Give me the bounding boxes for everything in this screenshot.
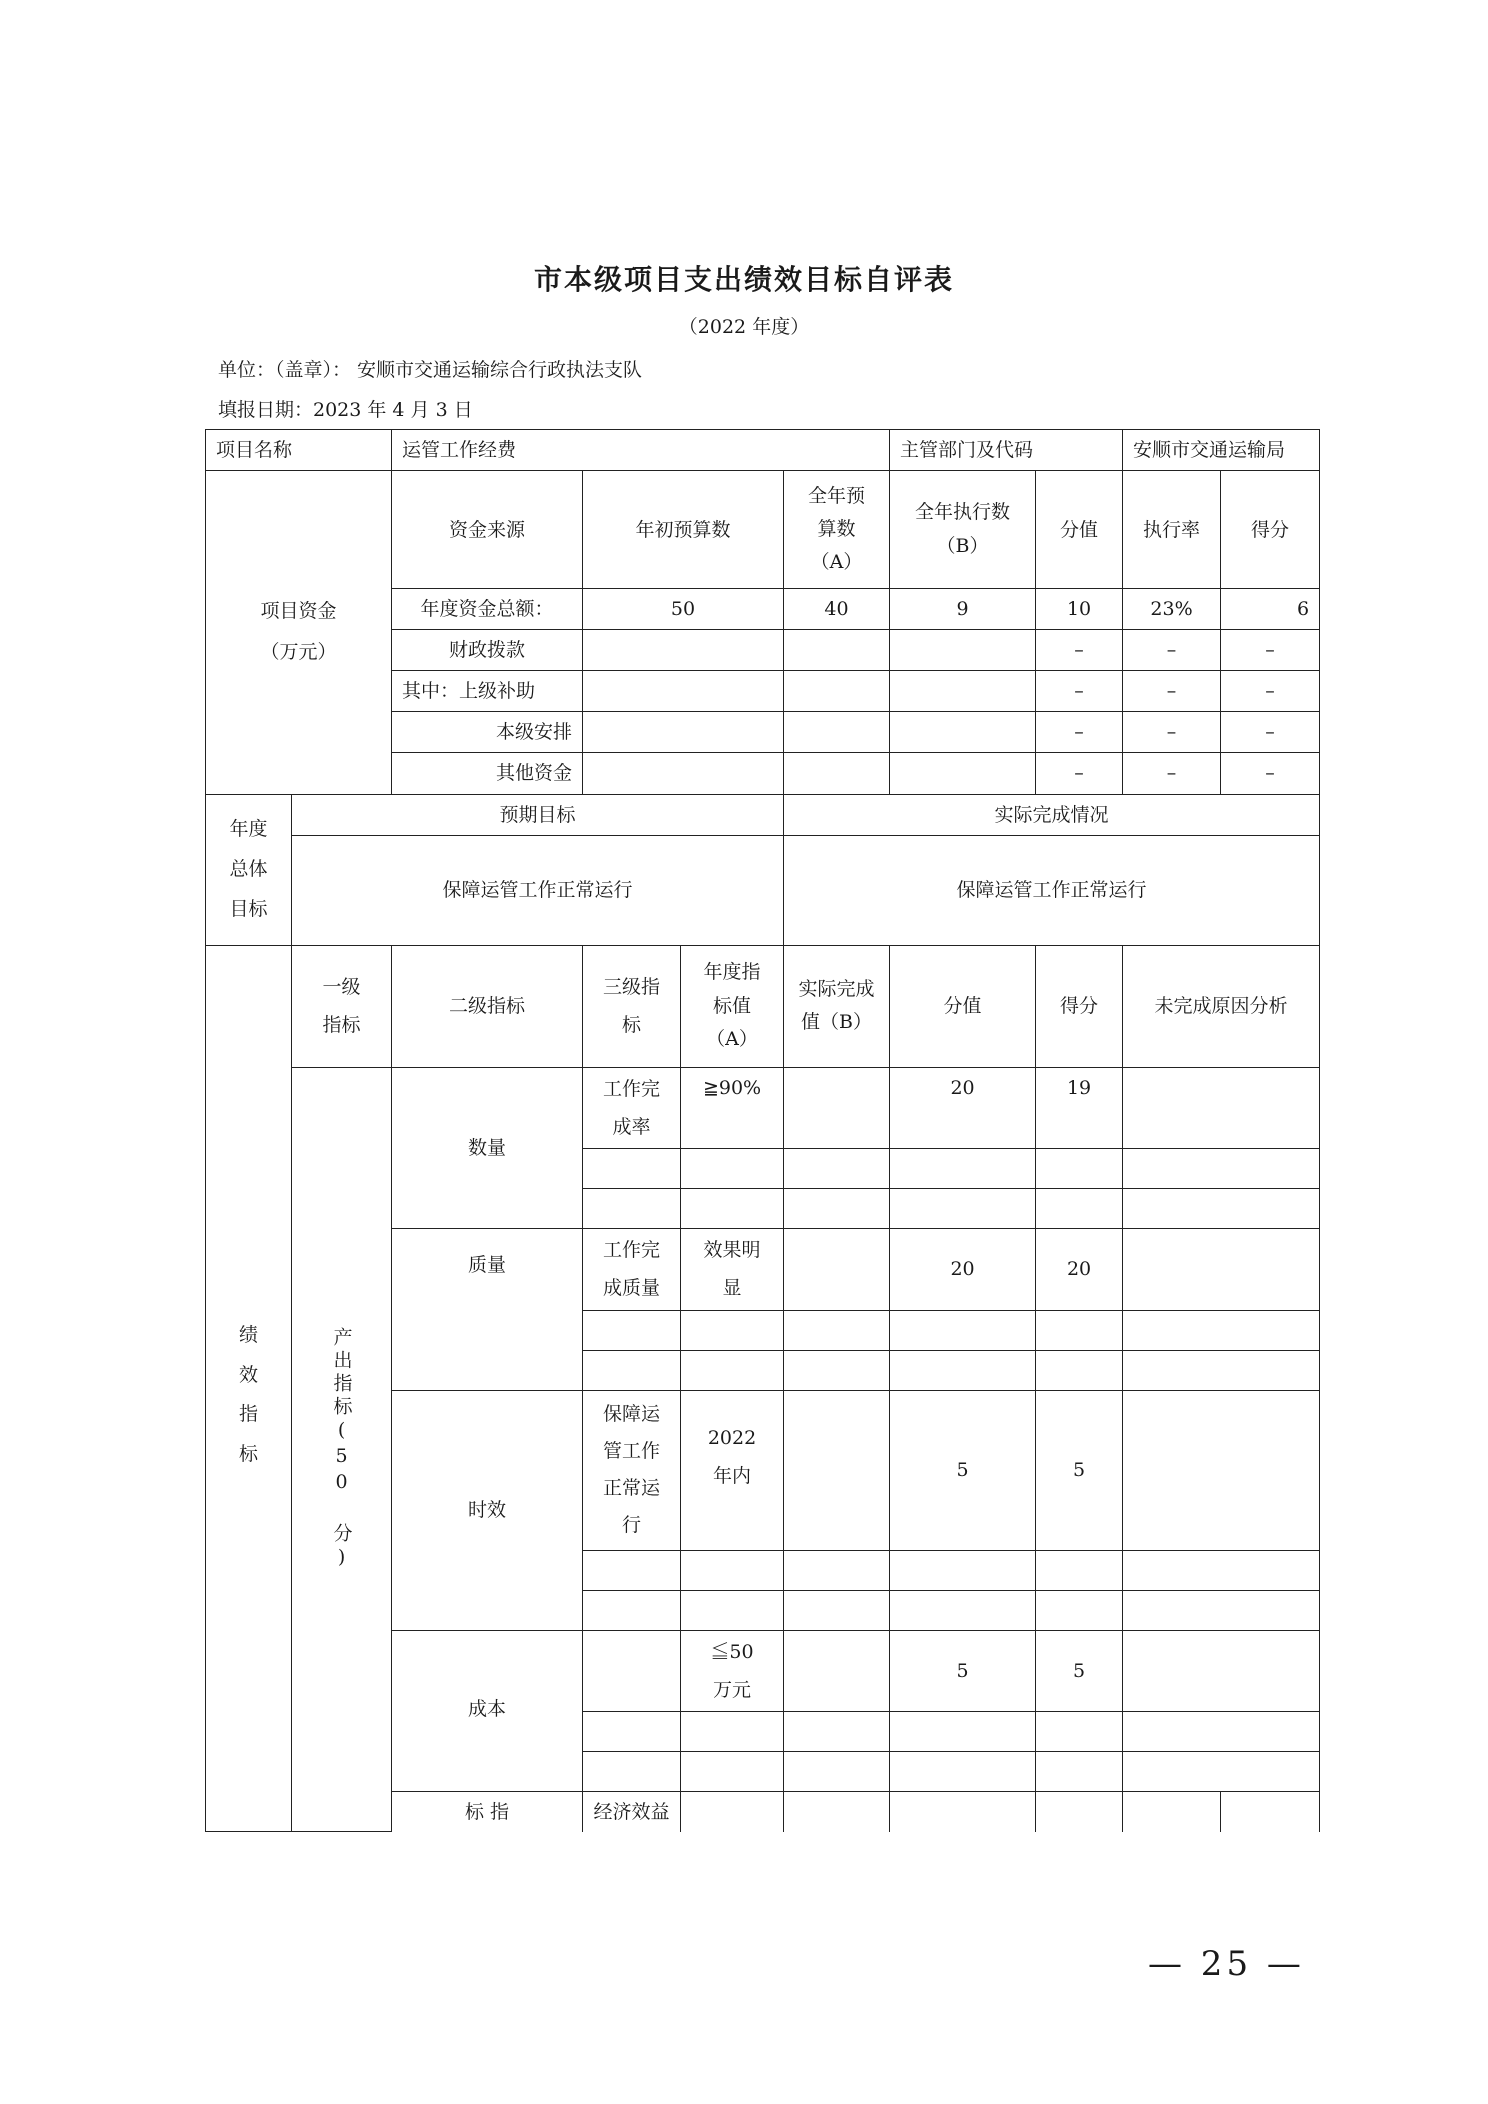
funds-row-score: – — [1221, 712, 1320, 753]
funds-row-annual — [784, 671, 890, 712]
empty-cell — [1123, 1711, 1320, 1751]
quality-reason — [1123, 1228, 1320, 1310]
empty-cell — [681, 1590, 784, 1630]
perf-level1-header — [292, 945, 392, 1067]
empty-cell — [1036, 1188, 1123, 1228]
empty-cell — [890, 1148, 1036, 1188]
funds-score-value-header: 分值 — [1036, 471, 1123, 589]
funds-row-score-value: – — [1036, 630, 1123, 671]
empty-cell — [1036, 1590, 1123, 1630]
funds-row-initial — [583, 712, 784, 753]
quality-score-value: 20 — [890, 1228, 1036, 1310]
perf-level3-header-text: 三级指标 — [603, 976, 661, 1037]
empty-cell — [1123, 1791, 1221, 1832]
goals-expected-header: 预期目标 — [292, 794, 784, 835]
empty-cell — [1036, 1751, 1123, 1791]
quantity-name: 数量 — [392, 1067, 583, 1228]
quantity-score: 19 — [1036, 1067, 1123, 1148]
empty-cell — [583, 1590, 681, 1630]
funds-score-header: 得分 — [1221, 471, 1320, 589]
funds-exec-header — [890, 471, 1036, 589]
quantity-reason — [1123, 1067, 1320, 1148]
empty-cell — [784, 1310, 890, 1350]
dept-value: 安顺市交通运输局 — [1123, 430, 1320, 471]
perf-level1-header-text: 一级 指标 — [322, 976, 361, 1037]
funds-row-exec — [890, 630, 1036, 671]
empty-cell — [583, 1310, 681, 1350]
page-number: — 25 — — [1148, 1944, 1305, 1984]
empty-cell — [784, 1550, 890, 1590]
empty-cell — [583, 1751, 681, 1791]
funds-row-score-value: – — [1036, 753, 1123, 794]
timeliness-target-text: 2022 年内 — [707, 1426, 757, 1487]
cost-level3 — [583, 1630, 681, 1711]
quality-score: 20 — [1036, 1228, 1123, 1310]
funds-row-label: 财政拨款 — [392, 630, 583, 671]
quality-level3-text: 工作完成质量 — [603, 1239, 661, 1300]
empty-cell — [681, 1751, 784, 1791]
funds-row-exec — [890, 671, 1036, 712]
timeliness-level3-text: 保障运管工作正常运行 — [603, 1403, 661, 1537]
empty-cell — [1221, 1791, 1320, 1832]
cost-name: 成本 — [392, 1630, 583, 1791]
timeliness-target — [681, 1390, 784, 1550]
empty-cell — [583, 1711, 681, 1751]
document-title: 市本级项目支出绩效目标自评表 — [533, 263, 954, 296]
empty-cell — [784, 1751, 890, 1791]
perf-target-header — [681, 945, 784, 1067]
funds-total-initial: 50 — [583, 589, 784, 630]
cost-target-text: ≦50 万元 — [710, 1640, 754, 1701]
empty-cell — [784, 1711, 890, 1751]
funds-row-rate: – — [1123, 630, 1221, 671]
funds-row-score: – — [1221, 753, 1320, 794]
empty-cell — [784, 1188, 890, 1228]
empty-cell — [1123, 1751, 1320, 1791]
project-name: 运管工作经费 — [392, 430, 890, 471]
funds-total-rate: 23% — [1123, 589, 1221, 630]
empty-cell — [784, 1148, 890, 1188]
timeliness-reason — [1123, 1390, 1320, 1550]
output-label — [292, 1067, 392, 1832]
funds-row-initial — [583, 630, 784, 671]
funds-total-label: 年度资金总额： — [392, 589, 583, 630]
perf-label-text: 绩效指标 — [238, 1323, 258, 1466]
empty-cell — [1123, 1148, 1320, 1188]
funds-row-score-value: – — [1036, 712, 1123, 753]
funds-annual-header-text: 全年预算数（A） — [808, 484, 866, 574]
funds-source-header: 资金来源 — [392, 471, 583, 589]
quantity-level3 — [583, 1067, 681, 1148]
empty-cell — [1036, 1148, 1123, 1188]
funds-row-annual — [784, 753, 890, 794]
cost-target — [681, 1630, 784, 1711]
perf-actual-header — [784, 945, 890, 1067]
cost-score: 5 — [1036, 1630, 1123, 1711]
perf-actual-header-text: 实际完成值（B） — [798, 977, 875, 1034]
funds-row-initial — [583, 753, 784, 794]
empty-cell — [583, 1550, 681, 1590]
quality-target-text: 效果明显 — [703, 1239, 761, 1300]
empty-cell — [1036, 1310, 1123, 1350]
empty-cell — [1123, 1310, 1320, 1350]
perf-reason-header: 未完成原因分析 — [1123, 945, 1320, 1067]
timeliness-level3 — [583, 1390, 681, 1550]
funds-exec-header-text: 全年执行数（B） — [915, 501, 1011, 557]
funds-row-score: – — [1221, 630, 1320, 671]
empty-cell — [681, 1711, 784, 1751]
empty-cell — [583, 1148, 681, 1188]
empty-cell — [681, 1188, 784, 1228]
empty-cell — [890, 1550, 1036, 1590]
cost-score-value: 5 — [890, 1630, 1036, 1711]
funds-row-rate: – — [1123, 712, 1221, 753]
quantity-actual — [784, 1067, 890, 1148]
funds-row-annual — [784, 630, 890, 671]
funds-row-score-value: – — [1036, 671, 1123, 712]
perf-level2-header: 二级指标 — [392, 945, 583, 1067]
empty-cell — [784, 1350, 890, 1390]
timeliness-actual — [784, 1390, 890, 1550]
goals-actual-header: 实际完成情况 — [784, 794, 1320, 835]
funds-row-initial — [583, 671, 784, 712]
funds-total-score: 6 — [1221, 589, 1320, 630]
empty-cell — [890, 1310, 1036, 1350]
empty-cell — [890, 1751, 1036, 1791]
empty-cell — [1036, 1791, 1123, 1832]
empty-cell — [1123, 1188, 1320, 1228]
empty-cell — [681, 1791, 784, 1832]
dept-label: 主管部门及代码 — [890, 430, 1123, 471]
funds-row-label: 其中：上级补助 — [392, 671, 583, 712]
quality-target — [681, 1228, 784, 1310]
timeliness-score-value: 5 — [890, 1390, 1036, 1550]
empty-cell — [1036, 1350, 1123, 1390]
empty-cell — [1123, 1550, 1320, 1590]
empty-cell — [1036, 1550, 1123, 1590]
funds-row-label: 其他资金 — [392, 753, 583, 794]
quality-actual — [784, 1228, 890, 1310]
funds-rate-header: 执行率 — [1123, 471, 1221, 589]
empty-cell — [583, 1188, 681, 1228]
empty-cell — [890, 1590, 1036, 1630]
date-line: 填报日期：2023 年 4 月 3 日 — [218, 399, 473, 421]
funds-initial-header: 年初预算数 — [583, 471, 784, 589]
funds-label — [206, 471, 392, 794]
quality-name: 质量 — [392, 1228, 583, 1390]
benefit-name: 经济效益 — [583, 1791, 681, 1832]
funds-row-label: 本级安排 — [392, 712, 583, 753]
perf-target-header-text: 年度指标值（A） — [703, 961, 761, 1050]
evaluation-table — [205, 429, 1320, 1832]
goals-label-text: 年度总体目标 — [229, 817, 268, 920]
goals-label — [206, 794, 292, 945]
empty-cell — [1036, 1711, 1123, 1751]
empty-cell — [583, 1350, 681, 1390]
cost-reason — [1123, 1630, 1320, 1711]
funds-total-exec: 9 — [890, 589, 1036, 630]
empty-cell — [681, 1550, 784, 1590]
quantity-target: ≧90% — [681, 1067, 784, 1148]
quality-level3 — [583, 1228, 681, 1310]
project-name-label: 项目名称 — [206, 430, 392, 471]
perf-score-header: 得分 — [1036, 945, 1123, 1067]
funds-total-score-value: 10 — [1036, 589, 1123, 630]
empty-cell — [890, 1350, 1036, 1390]
empty-cell — [784, 1791, 890, 1832]
funds-row-score: – — [1221, 671, 1320, 712]
funds-annual-header — [784, 471, 890, 589]
empty-cell — [1123, 1590, 1320, 1630]
empty-cell — [784, 1590, 890, 1630]
document-year: （2022 年度） — [678, 316, 810, 338]
empty-cell — [1123, 1350, 1320, 1390]
perf-label — [206, 945, 292, 1832]
output-label-text: 产出指标(50 分) — [330, 1326, 353, 1572]
empty-cell — [681, 1148, 784, 1188]
goals-actual: 保障运管工作正常运行 — [784, 835, 1320, 945]
benefit-label: 标 指 — [392, 1791, 583, 1832]
timeliness-name: 时效 — [392, 1390, 583, 1630]
perf-level3-header — [583, 945, 681, 1067]
timeliness-score: 5 — [1036, 1390, 1123, 1550]
funds-row-exec — [890, 712, 1036, 753]
funds-row-rate: – — [1123, 753, 1221, 794]
empty-cell — [890, 1188, 1036, 1228]
funds-row-annual — [784, 712, 890, 753]
funds-label-text: 项目资金（万元） — [260, 599, 337, 664]
empty-cell — [681, 1310, 784, 1350]
cost-actual — [784, 1630, 890, 1711]
perf-score-value-header: 分值 — [890, 945, 1036, 1067]
goals-expected: 保障运管工作正常运行 — [292, 835, 784, 945]
funds-row-rate: – — [1123, 671, 1221, 712]
quantity-score-value: 20 — [890, 1067, 1036, 1148]
empty-cell — [681, 1350, 784, 1390]
funds-total-annual: 40 — [784, 589, 890, 630]
empty-cell — [890, 1791, 1036, 1832]
funds-row-exec — [890, 753, 1036, 794]
unit-line: 单位：（盖章）： 安顺市交通运输综合行政执法支队 — [218, 359, 643, 381]
quantity-level3-text: 工作完成率 — [603, 1077, 661, 1138]
empty-cell — [890, 1711, 1036, 1751]
